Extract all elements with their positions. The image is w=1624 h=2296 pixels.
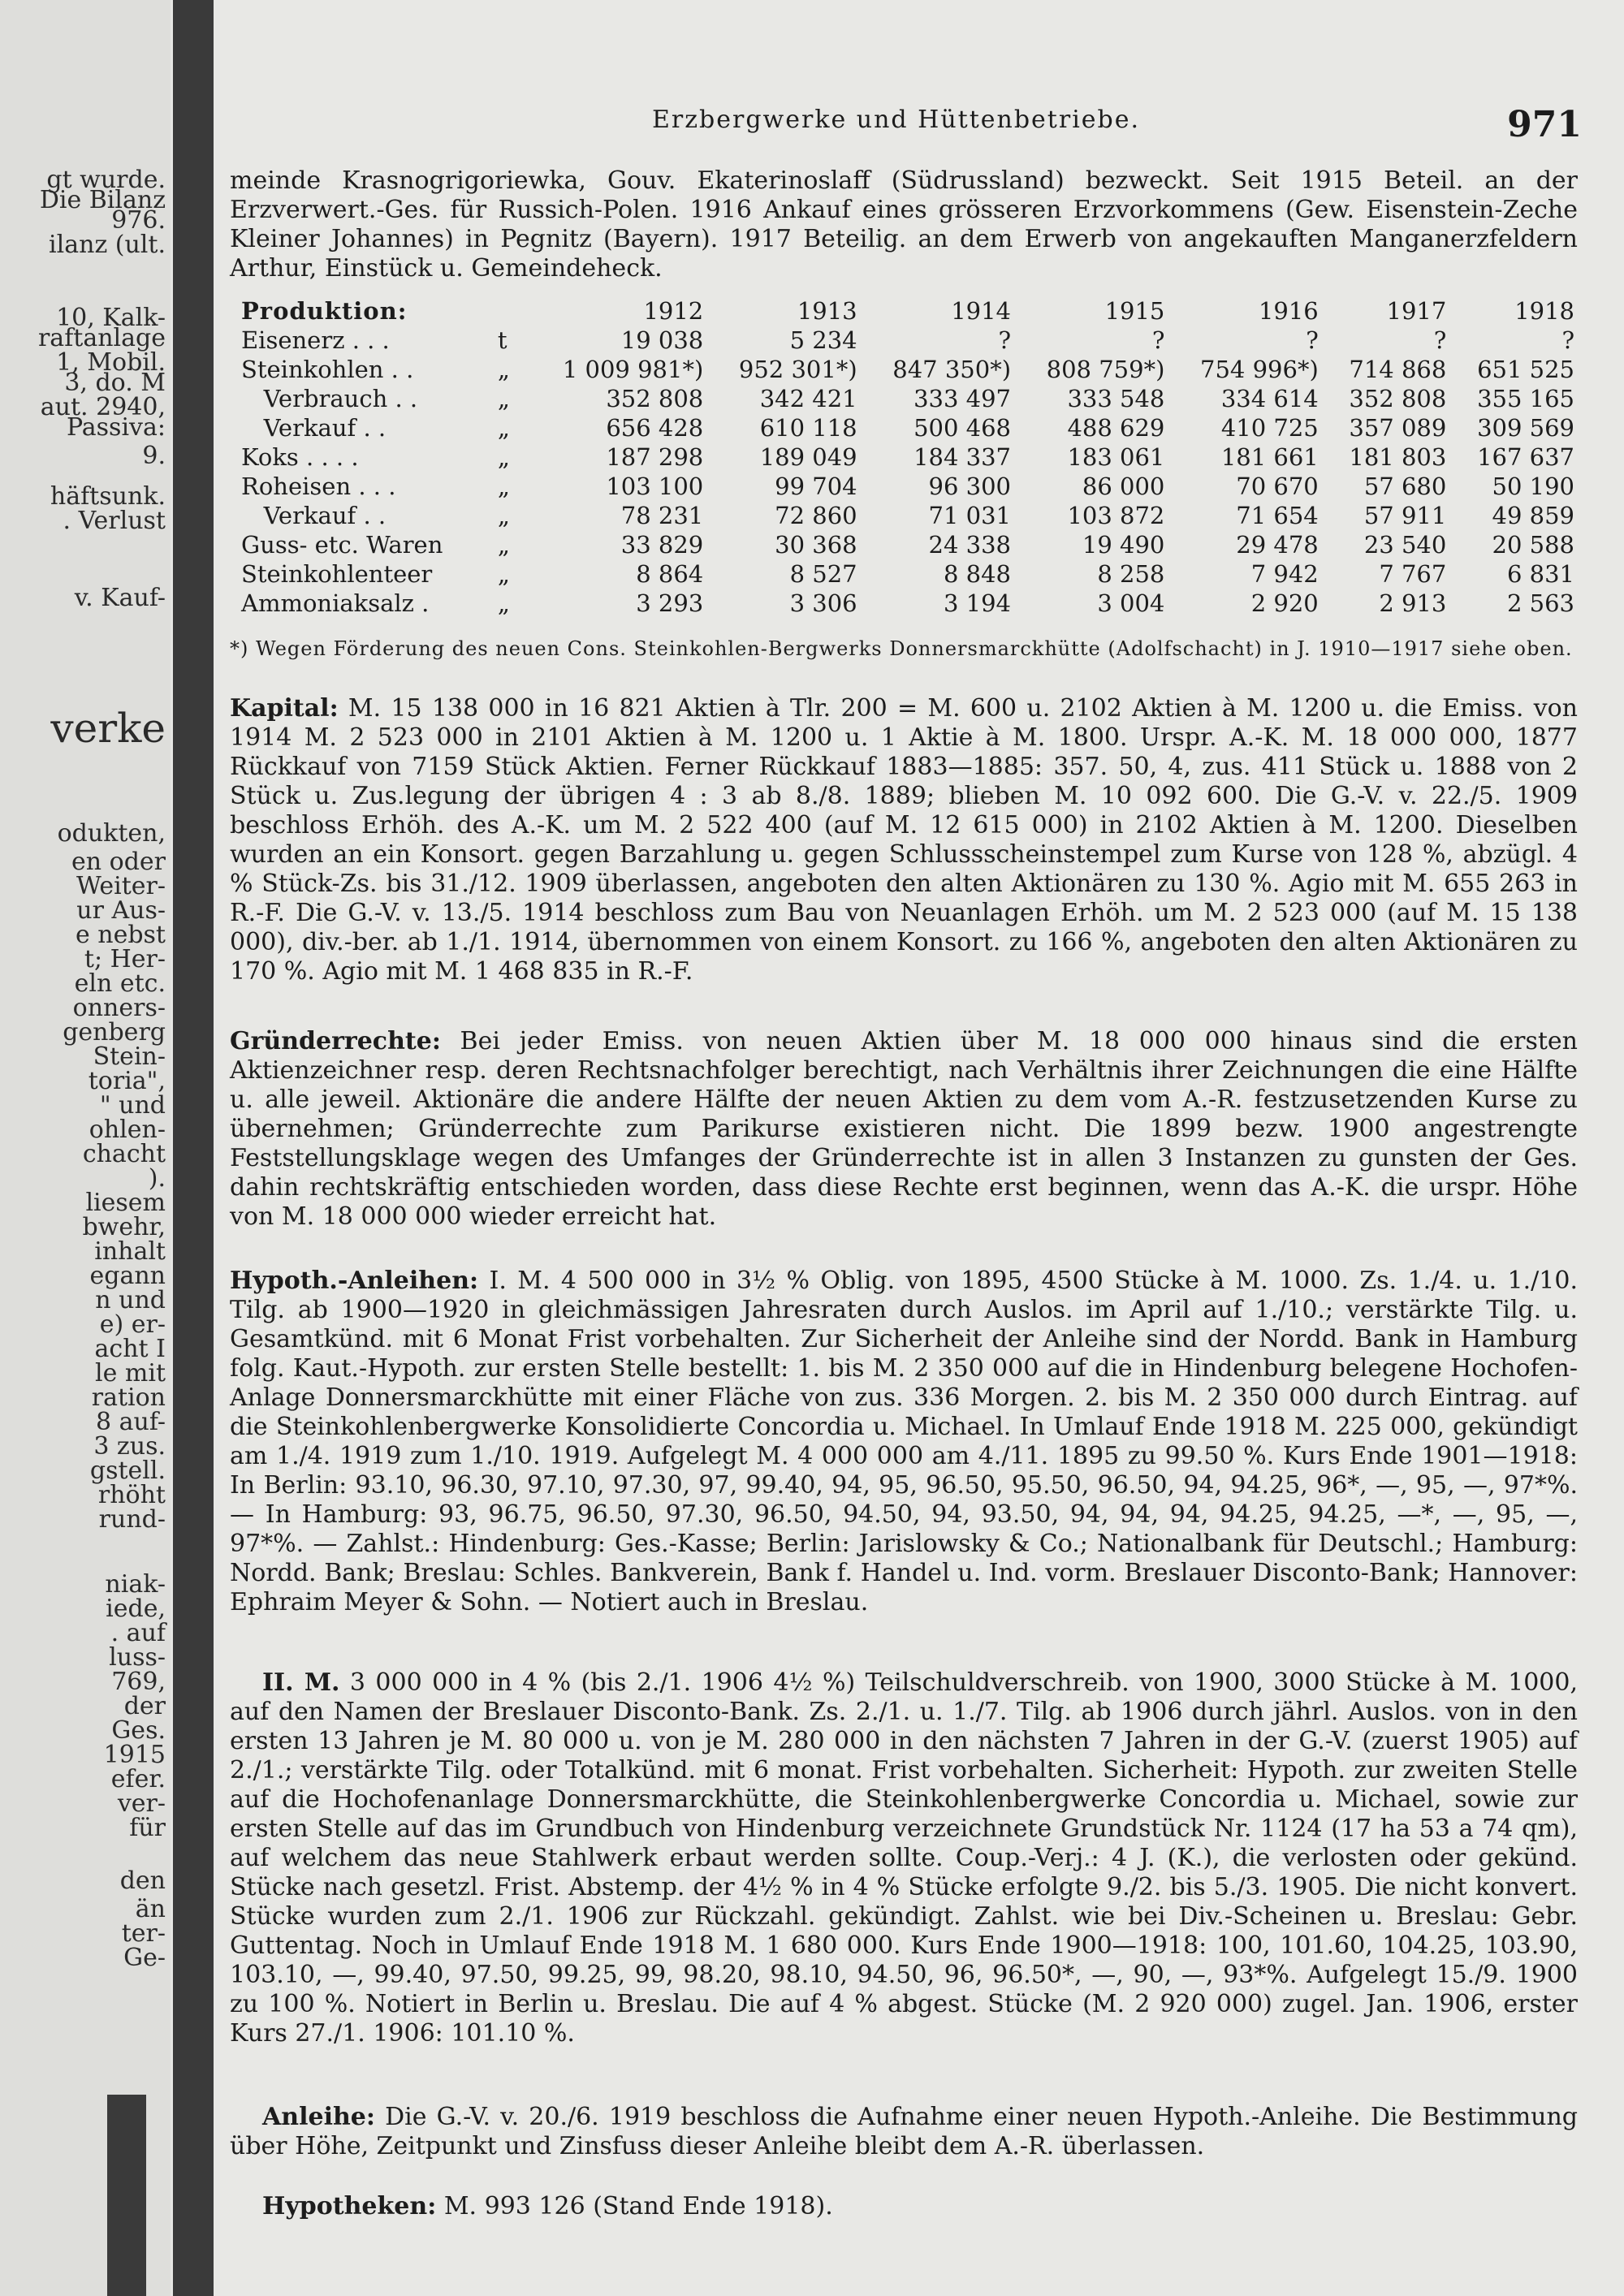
- table-cell: 19 038: [620, 326, 704, 354]
- table-cell: 24 338: [928, 531, 1012, 559]
- section-text: Bei jeder Emiss. von neuen Aktien über M. 18 000 000 hinaus sind die ersten Aktienzeichner resp. deren Rechtsnachfolger berechtigt, nach Verhältnis ihrer Zeichnungen die eine Hälfte u. alle jeweil. Aktionäre die andere Hälfte der neuen Aktien zu dem vom A.-R. festzusetzenden Kurse zu übernehmen; Gründerrechte zum Parikurse existieren nicht. Die 1899 bezw. 1900 angestrengte Feststellungsklage wegen des Umfanges der Gründerrechte ist in allen 3 Instanzen zu gunsten der Ges. dahin rechtskräftig entschieden worden, dass diese Rechte erst beginnen, wenn das A.-K. die urspr. Höhe von M. 18 000 000 wieder erreicht hat.: [230, 1027, 1578, 1231]
- left-page-text-line: än: [135, 1895, 166, 1923]
- table-cell: 96 300: [928, 473, 1012, 500]
- table-cell: 7 942: [1250, 560, 1319, 588]
- section-hypoth-anleihen: [230, 1267, 1578, 1617]
- running-header: Erzbergwerke und Hüttenbetriebe.: [652, 106, 1141, 134]
- left-page-text-line: iede,: [106, 1595, 166, 1623]
- table-cell: 342 421: [759, 385, 857, 412]
- left-page-text-line: Die Bilanz: [39, 186, 166, 214]
- row-label: Steinkohlen . .: [241, 356, 414, 383]
- section-hypotheken: [230, 2192, 1578, 2221]
- table-cell: 754 996*): [1200, 356, 1319, 383]
- table-cell: 71 031: [928, 502, 1012, 529]
- left-page-text-line: häftsunk.: [50, 482, 166, 511]
- production-row: [238, 472, 1578, 501]
- row-unit: „: [497, 589, 510, 617]
- left-page-text-line: chacht: [82, 1140, 166, 1168]
- intro-paragraph: meinde Krasnogrigoriewka, Gouv. Ekaterinoslaff (Südrussland) bezweckt. Seit 1915 Beteil. an der Erzverwert.-Ges. für Russich-Polen. 1916 Ankauf eines grösseren Erzvorkommens (Gew. Eisenstein-Zeche Kleiner Johannes) in Pegnitz (Bayern). 1917 Beteilig. an dem Erwerb von angekauften Manganerzfeldern Arthur, Einstück u. Gemeindeheck.: [230, 166, 1578, 283]
- left-page-text-line: Passiva:: [66, 413, 166, 442]
- left-page-text-line: n und: [95, 1286, 166, 1314]
- left-page-text-line: 9.: [142, 442, 166, 470]
- row-label: Steinkohlenteer: [241, 560, 433, 588]
- left-page-text-line: " und: [99, 1091, 166, 1120]
- main-page: [214, 0, 1624, 2296]
- production-row: [238, 413, 1578, 442]
- left-page-text-line: 1, Mobil.: [56, 348, 166, 377]
- left-page-text-line: egann: [89, 1262, 166, 1290]
- left-page-text-line: efer.: [110, 1765, 166, 1793]
- table-cell: 847 350*): [892, 356, 1012, 383]
- left-page-text-line: onners-: [72, 994, 166, 1022]
- left-page-text-line: 1915: [103, 1741, 166, 1769]
- table-cell: 189 049: [759, 443, 857, 471]
- production-row: [238, 326, 1578, 355]
- row-unit: „: [497, 443, 510, 471]
- table-cell: 78 231: [620, 502, 704, 529]
- left-page-text-line: eln etc.: [74, 969, 166, 998]
- row-unit: „: [497, 385, 510, 412]
- table-cell: 8 258: [1097, 560, 1165, 588]
- left-page-text-line: ohlen-: [89, 1116, 166, 1144]
- production-row: [238, 442, 1578, 472]
- table-cell: 352 808: [1349, 385, 1447, 412]
- production-row: [238, 530, 1578, 559]
- left-page-text-line: e) er-: [99, 1310, 166, 1339]
- left-page-text-line: genberg: [63, 1018, 166, 1047]
- section-text: I. M. 4 500 000 in 3½ % Oblig. von 1895, 4500 Stücke à M. 1000. Zs. 1./4. u. 1./10. Tilg. ab 1900—1920 in gleichmässigen Jahresraten durch Auslos. im April auf 1./10.; verstärkte Tilg. u. Gesamtkünd. mit 6 Monat Frist vorbehalten. Zur Sicherheit der Anleihe sind der Nordd. Bank in Hamburg folg. Kaut.-Hypoth. zur ersten Stelle bestellt: 1. bis M. 2 350 000 auf die in Hindenburg belegene Hochofen-Anlage Donnersmarckhütte mit einer Fläche von zus. 336 Morgen. 2. bis M. 2 350 000 durch Eintrag. auf die Steinkohlenbergwerke Konsolidierte Concordia u. Michael. In Umlauf Ende 1918 M. 225 000, gekündigt am 1./4. 1919 zum 1./10. 1919. Aufgelegt M. 4 000 000 am 4./11. 1895 zu 99.50 %. Kurs Ende 1901—1918: In Berlin: 93.10, 96.30, 97.10, 97.30, 97, 99.40, 94, 95, 96.50, 95.50, 96.50, 94, 94.25, 96*, —, 95, —, 97*%. — In Hamburg: 93, 96.75, 96.50, 97.30, 96.50, 94.50, 94, 93.50, 94, 94, 94, 94.25, 94.25, —*, —, 95, —, 97*%. — Zahlst.: Hindenburg: Ges.-Kasse; Berlin: Jarislowsky & Co.; Nationalbank für Deutschl.; Hamburg: Nordd. Bank; Breslau: Schles. Bankverein, Bank f. Handel u. Ind. vorm. Breslauer Disconto-Bank; Hannover: Ephraim Meyer & Sohn. — Notiert auch in Breslau.: [230, 1267, 1578, 1616]
- table-cell: 3 004: [1097, 589, 1165, 617]
- table-cell: 7 767: [1379, 560, 1447, 588]
- left-page-text-line: 976.: [111, 206, 166, 235]
- left-page-text-line: ter-: [121, 1919, 166, 1948]
- table-cell: 333 497: [914, 385, 1012, 412]
- section-label: Gründerrechte:: [230, 1027, 441, 1055]
- page-number: 971: [1507, 104, 1582, 145]
- row-label: Guss- etc. Waren: [241, 531, 443, 559]
- production-header-row: [238, 296, 1578, 326]
- left-page-text-line: ration: [91, 1383, 166, 1412]
- table-cell: 610 118: [759, 414, 857, 442]
- left-page-text-line: le mit: [95, 1359, 166, 1388]
- table-cell: 187 298: [606, 443, 704, 471]
- year-header: 1918: [1514, 297, 1574, 325]
- table-cell: 5 234: [789, 326, 857, 354]
- table-cell: 184 337: [914, 443, 1012, 471]
- table-cell: 30 368: [775, 531, 857, 559]
- table-cell: 57 680: [1363, 473, 1447, 500]
- left-page-text-line: Stein-: [93, 1042, 166, 1071]
- row-label: Roheisen . . .: [241, 473, 396, 500]
- left-page-text-line: liesem: [85, 1189, 166, 1217]
- section-label: Hypoth.-Anleihen:: [230, 1267, 479, 1295]
- table-cell: 23 540: [1363, 531, 1447, 559]
- table-cell: 3 293: [636, 589, 704, 617]
- table-cell: 181 661: [1220, 443, 1319, 471]
- left-page-text-line: e nebst: [75, 921, 166, 949]
- table-cell: 309 569: [1477, 414, 1574, 442]
- left-page-text-line: odukten,: [57, 819, 166, 848]
- left-page-text-line: den: [119, 1867, 166, 1895]
- table-cell: 3 194: [943, 589, 1012, 617]
- table-cell: 103 100: [606, 473, 704, 500]
- production-footnote: *) Wegen Förderung des neuen Cons. Steinkohlen-Bergwerks Donnersmarckhütte (Adolfschacht) in J. 1910—1917 siehe oben.: [230, 637, 1573, 660]
- table-cell: ?: [998, 326, 1012, 354]
- table-cell: 488 629: [1067, 414, 1165, 442]
- left-page-text-line: bwehr,: [82, 1213, 166, 1241]
- row-unit: „: [497, 414, 510, 442]
- left-page-text-line: ur Aus-: [76, 896, 166, 925]
- table-cell: 656 428: [606, 414, 704, 442]
- table-cell: 2 913: [1379, 589, 1447, 617]
- table-cell: 33 829: [620, 531, 704, 559]
- left-page-text-line: Weiter-: [76, 872, 166, 900]
- section-label: Kapital:: [230, 694, 339, 723]
- section-text: M. 15 138 000 in 16 821 Aktien à Tlr. 200 = M. 600 u. 2102 Aktien à M. 1200 u. die Emiss. von 1914 M. 2 523 000 in 2101 Aktien à M. 1200 u. 1 Aktie à M. 1800. Urspr. A.-K. M. 18 000 000, 1877 Rückkauf von 7159 Stück Aktien. Ferner Rückkauf 1883—1885: 357. 50, 4, zus. 411 Stück u. 1888 von 2 Stück u. Zus.legung der übrigen 4 : 3 ab 8./8. 1889; blieben M. 10 092 600. Die G.-V. v. 22./5. 1909 beschloss Erhöh. des A.-K. um M. 2 522 400 (auf M. 12 615 000) in 2102 Aktien à M. 1200. Dieselben wurden an ein Konsort. gegen Barzahlung u. gegen Schlussscheinstempel zum Kurse von 128 %, abzügl. 4 % Stück-Zs. bis 31./12. 1909 überlassen, angeboten den alten Aktionären zu 130 %. Agio mit M. 655 263 in R.-F. Die G.-V. v. 13./5. 1914 beschloss zum Bau von Neuanlagen Erhöh. um M. 2 523 000 (auf M. 15 138 000), div.-ber. ab 1./1. 1914, übernommen von einem Konsort. zu 166 %, angeboten den alten Aktionären zu 170 %. Agio mit M. 1 468 835 in R.-F.: [230, 694, 1578, 986]
- left-page-text-line: 8 auf-: [95, 1408, 166, 1436]
- table-cell: ?: [1433, 326, 1447, 354]
- table-cell: 6 831: [1506, 560, 1574, 588]
- production-row: [238, 501, 1578, 530]
- section-text: 3 000 000 in 4 % (bis 2./1. 1906 4½ %) Teilschuldverschreib. von 1900, 3000 Stücke à M. 1000, auf den Namen der Breslauer Disconto-Bank. Zs. 2./1. u. 1./7. Tilg. ab 1906 durch jährl. Auslos. von in den ersten 13 Jahren je M. 80 000 u. von je M. 280 000 in den nächsten 7 Jahren in der G.-V. (zuerst 1905) auf 2./1.; verstärkte Tilg. oder Totalkünd. mit 6 monat. Frist vorbehalten. Sicherheit: Hypoth. zur zweiten Stelle auf die Hochofenanlage Donnersmarckhütte, die Steinkohlenbergwerke Concordia u. Michael, sowie zur ersten Stelle auf das im Grundbuch von Hindenburg verzeichnete Grundstück Nr. 1124 (17 ha 53 a 74 qm), auf welchem das neue Stahlwerk erbaut werden sollte. Coup.-Verj.: 4 J. (K.), die verlosten oder gekünd. Stücke nach gesetzl. Frist. Abstemp. der 4½ % in 4 % Stücke erfolgte 9./2. bis 5./3. 1905. Die nicht konvert. Stücke wurden zum 2./1. 1906 zur Rückzahl. gekündigt. Zahlst. wie bei Div.-Scheinen u. Breslau: Gebr. Guttentag. Noch in Umlauf Ende 1918 M. 1 680 000. Kurs Ende 1900—1918: 100, 101.60, 104.25, 103.90, 103.10, —, 99.40, 97.50, 99.25, 99, 98.20, 98.10, 94.50, 96, 96.50*, —, 90, —, 93*%. Aufgelegt 15./9. 1900 zu 100 %. Notiert in Berlin u. Breslau. Die auf 4 % abgest. Stücke (M. 2 920 000) zugel. Jan. 1906, erster Kurs 27./1. 1906: 101.10 %.: [230, 1668, 1579, 2048]
- row-label: Koks . . . .: [241, 443, 359, 471]
- left-page-text-line: t; Her-: [84, 945, 166, 973]
- table-cell: 86 000: [1082, 473, 1165, 500]
- table-cell: 50 190: [1492, 473, 1574, 500]
- left-page-text-line: luss-: [109, 1643, 166, 1672]
- table-cell: 500 468: [914, 414, 1012, 442]
- table-cell: 72 860: [775, 502, 857, 529]
- left-page-text-line: für: [129, 1814, 166, 1842]
- table-cell: 3 306: [789, 589, 857, 617]
- row-unit: „: [497, 356, 510, 383]
- production-row: [238, 559, 1578, 589]
- left-page-text-line: gt wurde.: [46, 166, 166, 194]
- table-cell: 19 490: [1082, 531, 1165, 559]
- year-header: 1917: [1386, 297, 1447, 325]
- left-page-text-line: 769,: [111, 1668, 166, 1696]
- table-cell: 651 525: [1477, 356, 1574, 383]
- left-page-text-line: 3 zus.: [93, 1432, 166, 1461]
- table-cell: 2 563: [1506, 589, 1574, 617]
- section-label: Anleihe:: [262, 2103, 375, 2131]
- row-label: Verkauf . .: [241, 502, 387, 529]
- table-cell: 1 009 981*): [562, 356, 704, 383]
- table-cell: ?: [1561, 326, 1574, 354]
- section-label: Hypotheken:: [262, 2192, 437, 2220]
- left-page-text-line: ).: [148, 1164, 166, 1193]
- page-gutter: [173, 0, 214, 2296]
- left-page-text-line: toria",: [88, 1067, 166, 1095]
- year-header: 1912: [643, 297, 704, 325]
- row-unit: „: [497, 502, 510, 529]
- table-cell: 71 654: [1236, 502, 1319, 529]
- table-cell: 49 859: [1492, 502, 1574, 529]
- year-header: 1913: [797, 297, 857, 325]
- production-row: [238, 355, 1578, 384]
- table-cell: 333 548: [1067, 385, 1165, 412]
- production-label: Produktion:: [241, 297, 408, 325]
- left-page-text-line: . auf: [110, 1619, 166, 1647]
- table-cell: 410 725: [1220, 414, 1319, 442]
- table-cell: 8 864: [636, 560, 704, 588]
- left-page-text-line: inhalt: [94, 1237, 166, 1266]
- table-cell: ?: [1151, 326, 1165, 354]
- left-page-text-line: ilanz (ult.: [49, 231, 166, 259]
- section-anleihe-ii: [230, 1668, 1578, 2048]
- table-cell: 2 920: [1250, 589, 1319, 617]
- table-cell: 714 868: [1349, 356, 1447, 383]
- section-kapital: [230, 694, 1578, 986]
- left-page-text-line: rund-: [98, 1505, 166, 1534]
- table-cell: 357 089: [1349, 414, 1447, 442]
- section-gruenderrechte: [230, 1027, 1578, 1232]
- left-page-text-line: Ge-: [123, 1944, 166, 1972]
- left-page-text-line: v. Kauf-: [74, 584, 166, 612]
- table-cell: 99 704: [775, 473, 857, 500]
- table-cell: 181 803: [1349, 443, 1447, 471]
- left-page-text-line: 10, Kalk-: [56, 304, 166, 332]
- row-label: Eisenerz . . .: [241, 326, 390, 354]
- table-cell: 167 637: [1477, 443, 1574, 471]
- table-cell: 29 478: [1236, 531, 1319, 559]
- left-page-text-line: gstell.: [89, 1457, 166, 1485]
- left-page-text-line: ver-: [117, 1789, 166, 1818]
- table-cell: 355 165: [1477, 385, 1574, 412]
- left-page-text-line: acht I: [94, 1335, 166, 1363]
- table-cell: ?: [1306, 326, 1319, 354]
- left-page-fragment: [0, 0, 171, 2296]
- left-page-text-line: rhöht: [97, 1481, 166, 1509]
- table-cell: 952 301*): [738, 356, 857, 383]
- row-unit: „: [497, 473, 510, 500]
- table-cell: 103 872: [1067, 502, 1165, 529]
- table-cell: 352 808: [606, 385, 704, 412]
- row-label: Verkauf . .: [241, 414, 387, 442]
- year-header: 1916: [1258, 297, 1319, 325]
- left-page-text-line: . Verlust: [63, 507, 166, 535]
- row-unit: „: [497, 560, 510, 588]
- row-unit: „: [497, 531, 510, 559]
- table-cell: 57 911: [1363, 502, 1447, 529]
- year-header: 1915: [1104, 297, 1165, 325]
- table-cell: 8 848: [943, 560, 1012, 588]
- left-page-text-line: aut. 2940,: [40, 393, 166, 421]
- left-page-text-line: der: [123, 1692, 166, 1720]
- row-unit: t: [497, 326, 508, 354]
- section-label: II. M.: [262, 1668, 340, 1697]
- production-body: [238, 326, 1578, 618]
- table-cell: 70 670: [1236, 473, 1319, 500]
- table-cell: 183 061: [1067, 443, 1165, 471]
- left-page-text-line: niak-: [105, 1570, 166, 1599]
- table-cell: 20 588: [1492, 531, 1574, 559]
- section-anleihe: [230, 2103, 1578, 2161]
- left-page-text-line: en oder: [71, 848, 166, 876]
- left-page-text-line: verke: [50, 705, 166, 752]
- left-page-text-line: 3, do. M: [64, 369, 166, 397]
- left-page-text-line: Ges.: [111, 1716, 166, 1745]
- production-row: [238, 589, 1578, 618]
- left-page-text-line: raftanlage: [37, 324, 166, 352]
- production-table: [238, 296, 1578, 618]
- table-cell: 8 527: [789, 560, 857, 588]
- row-label: Ammoniaksalz .: [241, 589, 430, 617]
- year-header: 1914: [951, 297, 1012, 325]
- section-text: M. 993 126 (Stand Ende 1918).: [436, 2192, 833, 2220]
- section-text: Die G.-V. v. 20./6. 1919 beschloss die Aufnahme einer neuen Hypoth.-Anleihe. Die Bestimmung über Höhe, Zeitpunkt und Zinsfuss dieser Anleihe bleibt dem A.-R. überlassen.: [230, 2103, 1578, 2160]
- table-cell: 808 759*): [1046, 356, 1165, 383]
- table-cell: 334 614: [1220, 385, 1319, 412]
- row-label: Verbrauch . .: [241, 385, 418, 412]
- production-row: [238, 384, 1578, 413]
- page-gutter-shadow: [107, 2095, 146, 2296]
